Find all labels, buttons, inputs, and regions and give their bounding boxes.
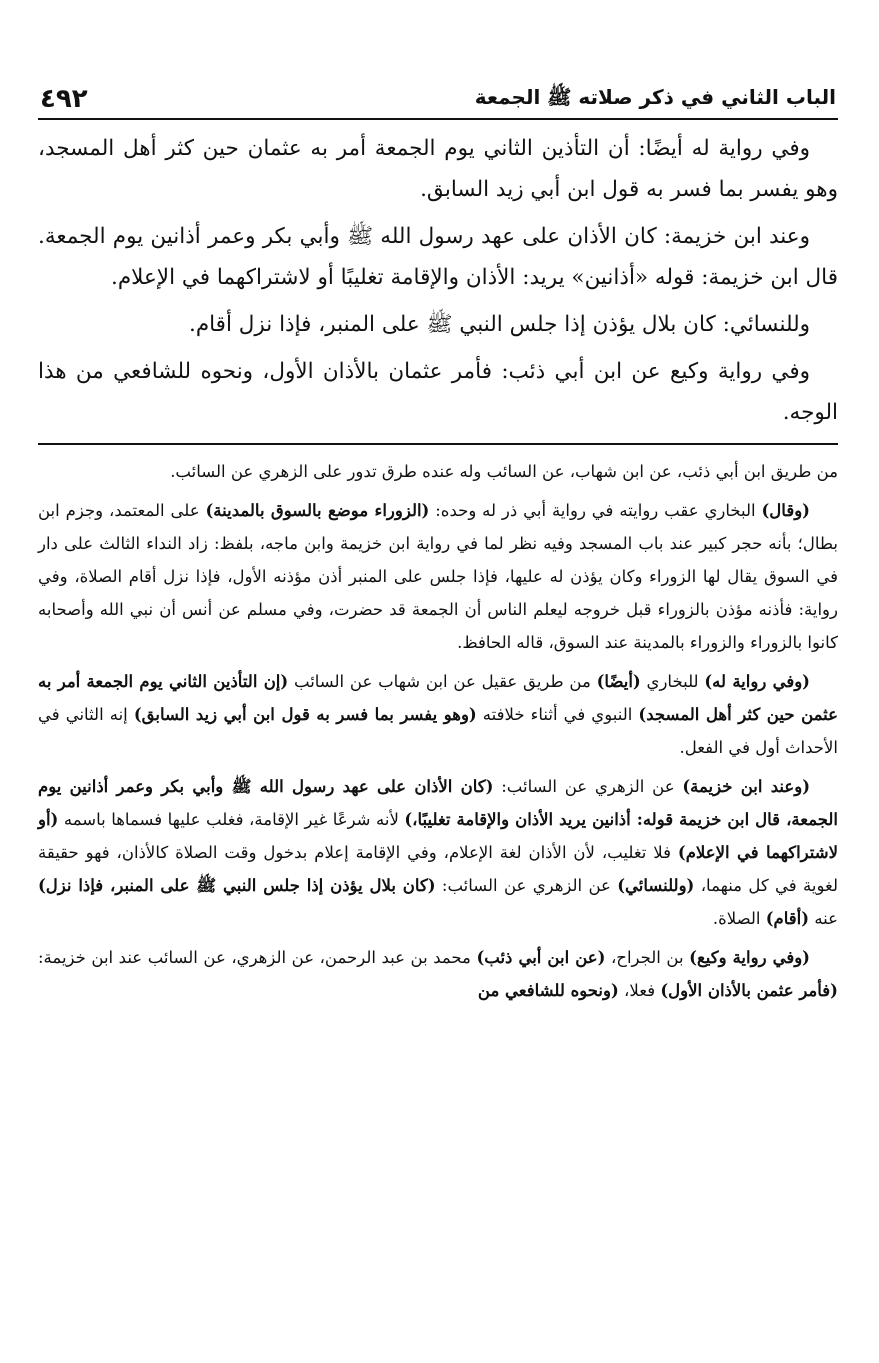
text-segment: وعند ابن خزيمة: كان الأذان على عهد رسول الله ﷺ وأبي بكر وعمر أذانين يوم الجمعة. قال ابن خزيمة: قوله «أذانين» يريد: الأذان والإقامة تغليبًا أو لاشتراكهما في الإعلام. bbox=[38, 224, 838, 290]
text-segment: من طريق ابن أبي ذئب، عن ابن شهاب، عن السائب وله عنده طرق تدور على الزهري عن السائب. bbox=[170, 462, 838, 481]
main-paragraph bbox=[38, 128, 838, 210]
bold-segment: (وفي رواية له) bbox=[704, 672, 810, 691]
footnote-divider bbox=[38, 443, 838, 445]
text-segment: وفي رواية له أيضًا: أن التأذين الثاني يوم الجمعة أمر به عثمان حين كثر أهل المسجد، وهو يفسر بما فسر به قول ابن أبي زيد السابق. bbox=[38, 136, 838, 202]
bold-segment: (أقام) bbox=[765, 909, 810, 928]
bold-segment: (وللنسائي) bbox=[617, 876, 695, 895]
bold-segment: (أو لاشتراكهما في الإعلام) bbox=[38, 810, 838, 862]
commentary-paragraph bbox=[38, 455, 838, 488]
main-paragraph bbox=[38, 351, 838, 433]
text-segment: وفي رواية وكيع عن ابن أبي ذئب: فأمر عثمان بالأذان الأول، ونحوه للشافعي من هذا الوجه. bbox=[38, 359, 838, 425]
bold-segment: (فأمر عثمن بالأذان الأول) bbox=[660, 981, 838, 1000]
bold-segment: (كان بلال يؤذن إذا جلس النبي ﷺ على المنبر، فإذا نزل) bbox=[38, 876, 436, 895]
text-segment: عن الزهري عن السائب: bbox=[493, 777, 683, 796]
text-segment: البخاري عقب روايته في رواية أبي ذر له وحده: bbox=[429, 501, 762, 520]
bold-segment: (وعند ابن خزيمة) bbox=[682, 777, 810, 796]
text-segment: وللنسائي: كان بلال يؤذن إذا جلس النبي ﷺ على المنبر، فإذا نزل أقام. bbox=[188, 312, 810, 337]
text-segment: فلا تغليب، لأن الأذان لغة الإعلام، وفي الإقامة إعلام بدخول وقت الصلاة كالأذان، فهو حقيقة لغوية في كل منهما، bbox=[38, 843, 838, 895]
running-header bbox=[38, 78, 838, 120]
text-segment: محمد بن عبد الرحمن، عن الزهري، عن السائب عند ابن خزيمة: bbox=[38, 948, 477, 967]
main-paragraph bbox=[38, 304, 838, 345]
text-segment: إنه الثاني في الأحداث أول في الفعل. bbox=[38, 705, 838, 757]
text-segment: الصلاة. bbox=[712, 909, 766, 928]
bold-segment: (كان الأذان على عهد رسول الله ﷺ وأبي بكر وعمر أذانين يوم الجمعة، قال ابن خزيمة قوله: أذانين يريد الأذان والإقامة تغليبًا،) bbox=[38, 777, 838, 829]
commentary-paragraph bbox=[38, 665, 838, 764]
text-segment: من طريق عقيل عن ابن شهاب عن السائب bbox=[288, 672, 597, 691]
bold-segment: (ونحوه للشافعي من bbox=[477, 981, 619, 1000]
text-segment: للبخاري bbox=[640, 672, 705, 691]
bold-segment: (أيضًا) bbox=[596, 672, 641, 691]
commentary-paragraph bbox=[38, 941, 838, 1007]
page bbox=[38, 78, 838, 1348]
bold-segment: (عن ابن أبي ذئب) bbox=[476, 948, 606, 967]
text-segment: فعلا، bbox=[618, 981, 661, 1000]
bold-segment: (وهو يفسر بما فسر به قول ابن أبي زيد السابق) bbox=[133, 705, 477, 724]
bold-segment: (وفي رواية وكيع) bbox=[689, 948, 810, 967]
commentary-paragraph bbox=[38, 770, 838, 935]
text-segment: لأنه شرعًا غير الإقامة، فغلب عليها فسماها باسمه bbox=[58, 810, 405, 829]
bold-segment: (وقال) bbox=[761, 501, 810, 520]
page-number: ٤٩٢ bbox=[40, 84, 88, 114]
main-paragraph bbox=[38, 216, 838, 298]
main-text bbox=[38, 128, 838, 433]
bold-segment: (إن التأذين الثاني يوم الجمعة أمر به عثمن حين كثر أهل المسجد) bbox=[38, 672, 838, 724]
commentary-paragraph bbox=[38, 494, 838, 659]
chapter-title: الباب الثاني في ذكر صلاته ﷺ الجمعة bbox=[474, 85, 836, 109]
text-segment: عن الزهري عن السائب: bbox=[435, 876, 618, 895]
bold-segment: (الزوراء موضع بالسوق بالمدينة) bbox=[205, 501, 430, 520]
commentary bbox=[38, 455, 838, 1007]
text-segment: على المعتمد، وجزم ابن بطال؛ بأنه حجر كبير عند باب المسجد وفيه نظر لما في رواية ابن خزيمة وابن ماجه، بلفظ: زاد النداء الثالث على دار في السوق يقال لها الزوراء وكان يؤذن له عليها، فإذا جلس على المنبر أذن مؤذنه الأول، فإذا نزل أقام الصلاة، وفي رواية: فأذنه مؤذن بالزوراء قبل خروجه ليعلم الناس أن الجمعة قد حضرت، وفي مسلم عن أنس أن نبي الله وأصحابه كانوا بالزوراء والزوراء بالمدينة عند السوق، قاله الحافظ. bbox=[38, 501, 838, 652]
text-segment: عنه bbox=[809, 909, 838, 928]
text-segment: النبوي في أثناء خلافته bbox=[476, 705, 639, 724]
text-segment: بن الجراح، bbox=[605, 948, 690, 967]
